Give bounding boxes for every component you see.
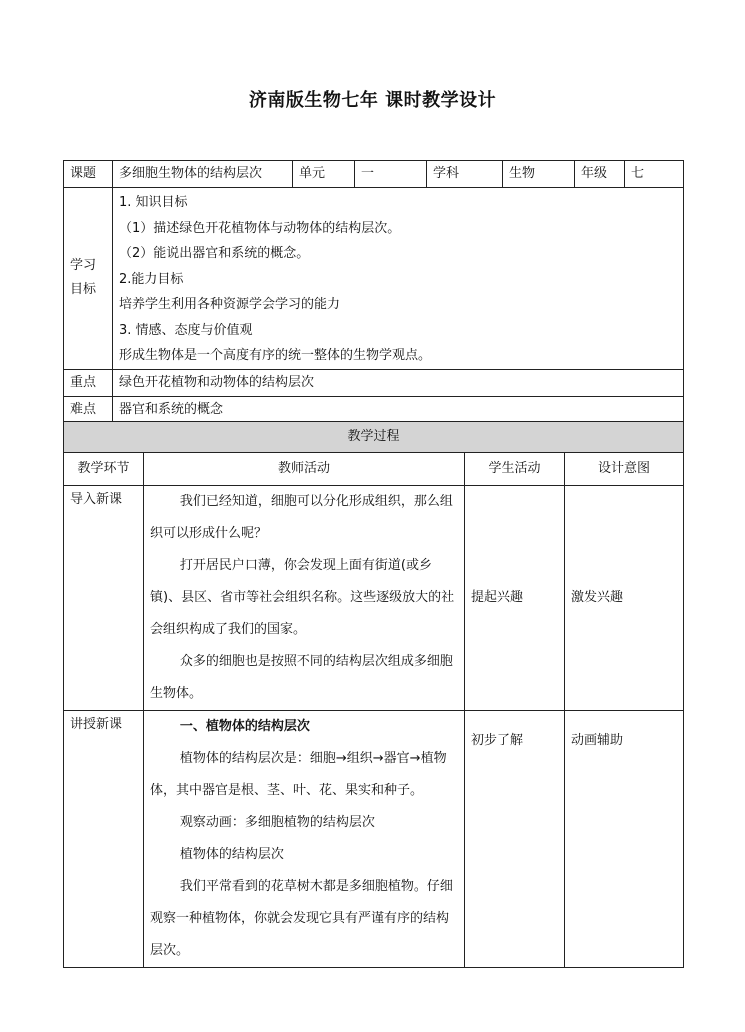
column-header-intent: 设计意图 [565, 453, 684, 486]
topic-label: 课题 [64, 161, 113, 188]
teacher-activity-cell [144, 711, 465, 968]
lesson-info-table [63, 160, 684, 424]
section-heading: 一、植物体的结构层次 [179, 719, 310, 734]
design-intent-cell: 动画辅助 [565, 711, 684, 968]
stage-cell: 导入新课 [64, 486, 144, 711]
design-intent-cell: 激发兴趣 [565, 486, 684, 711]
column-header-student: 学生活动 [465, 453, 565, 486]
unit-label: 单元 [293, 161, 355, 188]
teacher-paragraph: 打开居民户口薄，你会发现上面有街道(或乡镇)、县区、省市等社会组织名称。这些逐级放大的社会组织构成了我们的国家。 [150, 558, 455, 637]
key-point-label: 重点 [64, 369, 113, 396]
goal-line: 1. 知识目标 [119, 195, 188, 210]
goal-line: （2）能说出器官和系统的概念。 [119, 246, 310, 261]
topic-value: 多细胞生物体的结构层次 [113, 161, 293, 188]
goal-line: 2.能力目标 [119, 271, 184, 287]
grade-value: 七 [625, 161, 684, 188]
teacher-paragraph: 植物体的结构层次是：细胞→组织→器官→植物体，其中器官是根、茎、叶、花、果实和种子。 [150, 751, 447, 798]
student-activity-cell: 提起兴趣 [465, 486, 565, 711]
column-header-stage: 教学环节 [64, 453, 144, 486]
teacher-paragraph: 众多的细胞也是按照不同的结构层次组成多细胞生物体。 [150, 654, 453, 701]
goals-label-line1: 学习 [70, 258, 97, 274]
teacher-paragraph: 观察动画：多细胞植物的结构层次 [179, 815, 375, 830]
student-activity-cell: 初步了解 [465, 711, 565, 968]
key-point-value: 绿色开花植物和动物体的结构层次 [113, 369, 684, 396]
teacher-paragraph: 植物体的结构层次 [179, 847, 284, 862]
teacher-paragraph: 我们平常看到的花草树木都是多细胞植物。仔细观察一种植物体，你就会发现它具有严谨有序的结构层次。 [150, 879, 453, 958]
table-row [64, 711, 684, 968]
document-title: 济南版生物七年 课时教学设计 [248, 90, 497, 111]
stage-cell: 讲授新课 [64, 711, 144, 968]
teacher-paragraph: 我们已经知道，细胞可以分化形成组织，那么组织可以形成什么呢？ [150, 494, 453, 541]
table-row [64, 486, 684, 711]
subject-label: 学科 [427, 161, 503, 188]
goal-line: （1）描述绿色开花植物体与动物体的结构层次。 [119, 220, 401, 236]
difficulty-value: 器官和系统的概念 [113, 396, 684, 423]
teacher-activity-cell [144, 486, 465, 711]
grade-label: 年级 [575, 161, 625, 188]
goals-content [113, 188, 684, 370]
goals-label-line2: 目标 [70, 282, 97, 298]
goals-label [64, 188, 113, 370]
column-header-teacher: 教师活动 [144, 453, 465, 486]
process-header: 教学过程 [64, 422, 684, 453]
goal-line: 3. 情感、态度与价值观 [119, 322, 253, 338]
subject-value: 生物 [503, 161, 575, 188]
goal-line: 形成生物体是一个高度有序的统一整体的生物学观点。 [119, 348, 432, 363]
goal-line: 培养学生利用各种资源学会学习的能力 [119, 297, 341, 312]
teaching-process-table [63, 421, 684, 968]
unit-value: 一 [355, 161, 427, 188]
difficulty-label: 难点 [64, 396, 113, 423]
